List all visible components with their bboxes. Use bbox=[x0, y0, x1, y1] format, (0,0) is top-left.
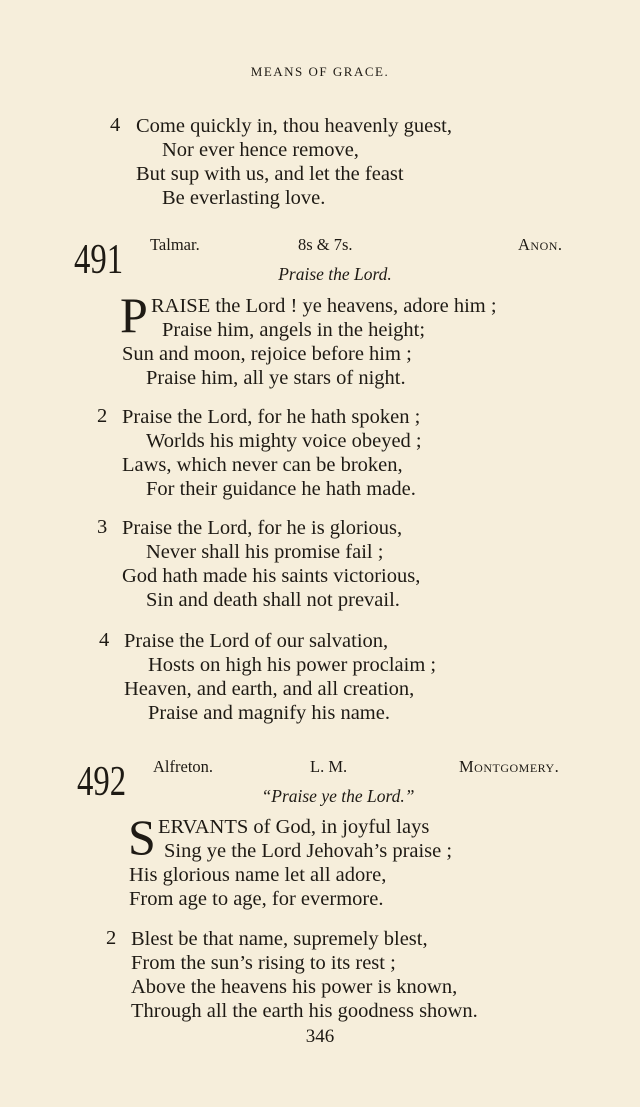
verse-line: Praise the Lord of our salvation, bbox=[124, 630, 389, 652]
verse-line: Above the heavens his power is known, bbox=[131, 976, 458, 998]
meter: L. M. bbox=[310, 757, 348, 776]
author: Anon. bbox=[518, 235, 563, 254]
page-number: 346 bbox=[305, 1026, 335, 1047]
verse-number: 2 bbox=[97, 405, 108, 427]
meter: 8s & 7s. bbox=[298, 235, 353, 254]
verse-line: Worlds his mighty voice obeyed ; bbox=[146, 430, 422, 452]
running-header: MEANS OF GRACE. bbox=[250, 64, 390, 79]
verse-number: 4 bbox=[99, 629, 110, 651]
hymn-subtitle: “Praise ye the Lord.” bbox=[261, 786, 415, 806]
verse-line: Never shall his promise fail ; bbox=[146, 541, 384, 563]
verse-line: Blest be that name, supremely blest, bbox=[131, 928, 428, 950]
author: Montgomery. bbox=[459, 757, 560, 776]
verse-line: Be everlasting love. bbox=[162, 187, 326, 209]
tune-name: Alfreton. bbox=[153, 757, 214, 776]
verse-line: ERVANTS of God, in joyful lays bbox=[158, 816, 430, 838]
verse-number: 3 bbox=[97, 516, 108, 538]
verse-line: From the sun’s rising to its rest ; bbox=[131, 952, 396, 974]
verse-line: Sin and death shall not prevail. bbox=[146, 589, 400, 611]
verse-line: Heaven, and earth, and all creation, bbox=[124, 678, 415, 700]
verse-line: His glorious name let all adore, bbox=[129, 864, 387, 886]
verse-line: Praise and magnify his name. bbox=[148, 702, 390, 724]
verse-line: Come quickly in, thou heavenly guest, bbox=[136, 115, 452, 137]
verse-line: Praise him, angels in the height; bbox=[162, 319, 426, 341]
tune-name: Talmar. bbox=[150, 235, 200, 254]
verse-number: 2 bbox=[106, 927, 117, 949]
verse-line: Nor ever hence remove, bbox=[162, 139, 359, 161]
hymn-number: 491 bbox=[74, 237, 124, 283]
verse-line: God hath made his saints victorious, bbox=[122, 565, 421, 587]
verse-line: Hosts on high his power proclaim ; bbox=[148, 654, 437, 676]
verse-line: RAISE the Lord ! ye heavens, adore him ; bbox=[151, 295, 497, 317]
verse-line: Praise the Lord, for he is glorious, bbox=[122, 517, 403, 539]
verse-line: Sun and moon, rejoice before him ; bbox=[122, 343, 412, 365]
drop-cap: P bbox=[120, 287, 148, 343]
verse-line: Sing ye the Lord Jehovah’s praise ; bbox=[164, 840, 453, 862]
hymn-number: 492 bbox=[77, 759, 127, 805]
verse-line: Laws, which never can be broken, bbox=[122, 454, 403, 476]
drop-cap: S bbox=[128, 809, 156, 865]
verse-line: Praise the Lord, for he hath spoken ; bbox=[122, 406, 421, 428]
verse-line: Praise him, all ye stars of night. bbox=[146, 367, 406, 389]
verse-line: From age to age, for evermore. bbox=[129, 888, 384, 910]
verse-line: Through all the earth his goodness shown. bbox=[131, 1000, 478, 1022]
verse-line: For their guidance he hath made. bbox=[146, 478, 416, 500]
verse-line: But sup with us, and let the feast bbox=[136, 163, 404, 185]
hymn-subtitle: Praise the Lord. bbox=[278, 264, 392, 284]
verse-number: 4 bbox=[110, 114, 121, 136]
